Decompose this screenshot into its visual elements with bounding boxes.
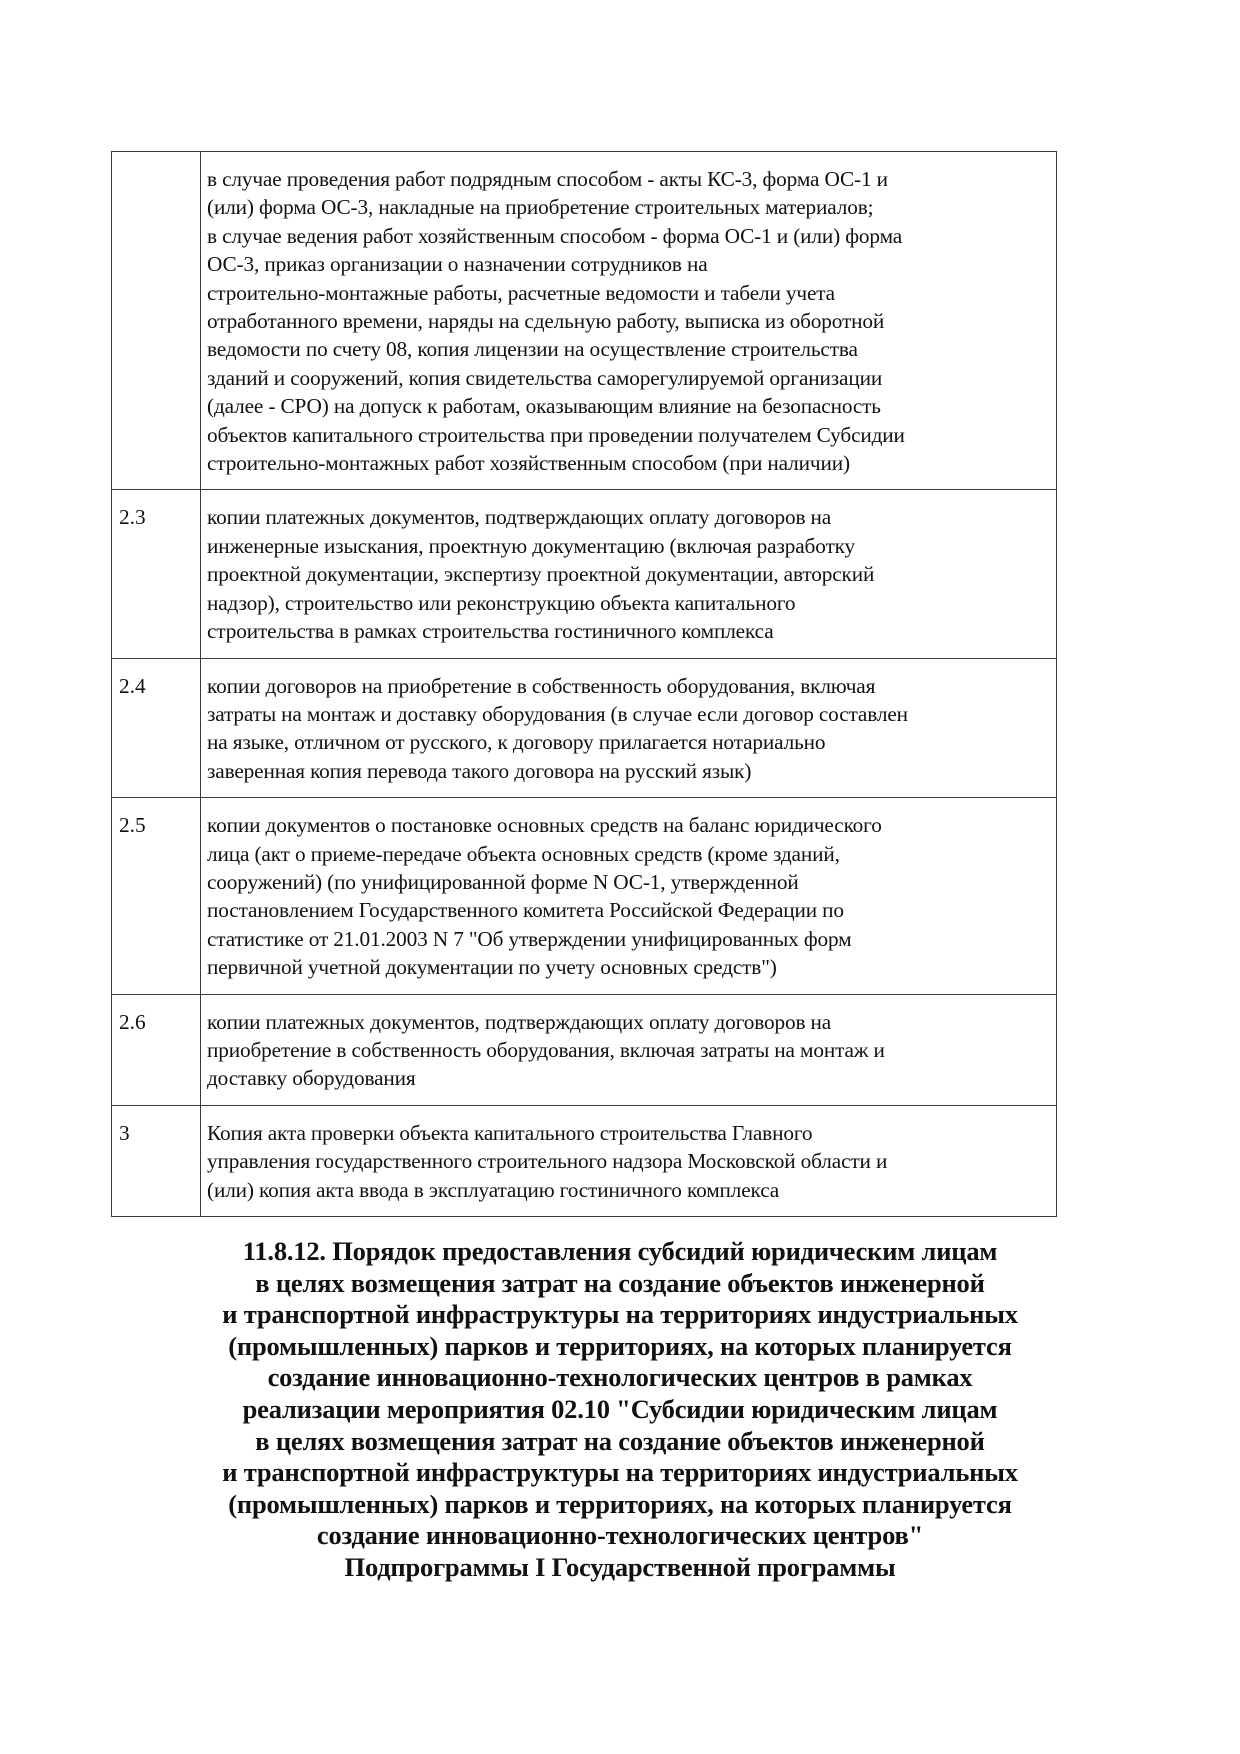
text-line: управления государственного строительного надзора Московской области и <box>207 1149 888 1174</box>
table-row <box>112 994 1057 1105</box>
heading-line: Подпрограммы I Государственной программы <box>344 1551 896 1582</box>
text-line: на языке, отличном от русского, к договору прилагается нотариально <box>207 730 826 755</box>
text-line: надзор), строительство или реконструкцию объекта капитального <box>207 590 796 615</box>
text-line: строительства в рамках строительства гостиничного комплекса <box>207 619 774 644</box>
text-line: постановлением Государственного комитета Российской Федерации по <box>207 898 844 923</box>
text-line: копии платежных документов, подтверждающих оплату договоров на <box>207 505 832 530</box>
text-line: объектов капитального строительства при проведении получателем Субсидии <box>207 422 905 447</box>
row-number: 2.6 <box>112 994 201 1105</box>
row-number: 2.5 <box>112 798 201 994</box>
text-line: строительно-монтажные работы, расчетные ведомости и табели учета <box>207 280 835 305</box>
text-line: доставку оборудования <box>207 1066 416 1091</box>
text-line: (или) копия акта ввода в эксплуатацию гостиничного комплекса <box>207 1177 780 1202</box>
heading-line: в целях возмещения затрат на создание объектов инженерной <box>255 1425 985 1456</box>
row-number <box>112 152 201 490</box>
heading-line: и транспортной инфраструктуры на территориях индустриальных <box>222 1299 1018 1330</box>
row-description <box>201 798 1057 994</box>
row-description <box>201 658 1057 798</box>
heading-line: и транспортной инфраструктуры на территориях индустриальных <box>222 1457 1018 1488</box>
text-line: в случае проведения работ подрядным способом - акты КС-3, форма ОС-1 и <box>207 167 888 191</box>
row-description <box>201 490 1057 658</box>
text-line: проектной документации, экспертизу проектной документации, авторский <box>207 562 875 587</box>
heading-line: (промышленных) парков и территориях, на которых планируется <box>228 1488 1012 1519</box>
text-line: строительно-монтажных работ хозяйственным способом (при наличии) <box>207 451 850 476</box>
text-line: копии документов о постановке основных средств на баланс юридического <box>207 813 882 838</box>
row-description <box>201 1105 1057 1216</box>
text-line: заверенная копия перевода такого договора на русский язык) <box>207 758 752 783</box>
heading-line: реализации мероприятия 02.10 "Субсидии юридическим лицам <box>242 1393 998 1424</box>
text-line: Копия акта проверки объекта капитального строительства Главного <box>207 1120 813 1145</box>
text-line: затраты на монтаж и доставку оборудования (в случае если договор составлен <box>207 701 908 726</box>
text-line: копии платежных документов, подтверждающих оплату договоров на <box>207 1009 832 1034</box>
text-line: отработанного времени, наряды на сдельную работу, выписка из оборотной <box>207 309 885 334</box>
text-line: (далее - СРО) на допуск к работам, оказывающим влияние на безопасность <box>207 394 881 419</box>
text-line: ОС-3, приказ организации о назначении сотрудников на <box>207 252 708 277</box>
text-line: первичной учетной документации по учету основных средств") <box>207 955 777 980</box>
documents-table <box>111 151 1057 1217</box>
text-line: ведомости по счету 08, копия лицензии на осуществление строительства <box>207 337 858 362</box>
text-line: копии договоров на приобретение в собственность оборудования, включая <box>207 673 876 698</box>
text-line: зданий и сооружений, копия свидетельства саморегулируемой организации <box>207 365 883 390</box>
text-line: сооружений) (по унифицированной форме N ОС-1, утвержденной <box>207 869 799 894</box>
text-line: приобретение в собственность оборудования, включая затраты на монтаж и <box>207 1037 885 1062</box>
row-number: 3 <box>112 1105 201 1216</box>
section-heading <box>120 1236 1120 1584</box>
heading-line: создание инновационно-технологических центров в рамках <box>267 1362 973 1393</box>
text-line: инженерные изыскания, проектную документацию (включая разработку <box>207 533 856 558</box>
row-description <box>201 152 1057 490</box>
heading-line: в целях возмещения затрат на создание объектов инженерной <box>255 1267 985 1298</box>
row-description <box>201 994 1057 1105</box>
table-row <box>112 152 1057 490</box>
heading-line: 11.8.12. Порядок предоставления субсидий юридическим лицам <box>242 1236 998 1266</box>
text-line: в случае ведения работ хозяйственным способом - форма ОС-1 и (или) форма <box>207 223 903 248</box>
table-row <box>112 798 1057 994</box>
text-line: лица (акт о приеме-передаче объекта основных средств (кроме зданий, <box>207 841 840 866</box>
text-line: (или) форма ОС-3, накладные на приобретение строительных материалов; <box>207 195 874 220</box>
row-number: 2.4 <box>112 658 201 798</box>
row-number: 2.3 <box>112 490 201 658</box>
heading-line: (промышленных) парков и территориях, на которых планируется <box>228 1330 1012 1361</box>
table-row <box>112 1105 1057 1216</box>
table-row <box>112 658 1057 798</box>
text-line: статистике от 21.01.2003 N 7 "Об утверждении унифицированных форм <box>207 926 852 951</box>
heading-line: создание инновационно-технологических центров" <box>316 1520 924 1551</box>
table-row <box>112 490 1057 658</box>
